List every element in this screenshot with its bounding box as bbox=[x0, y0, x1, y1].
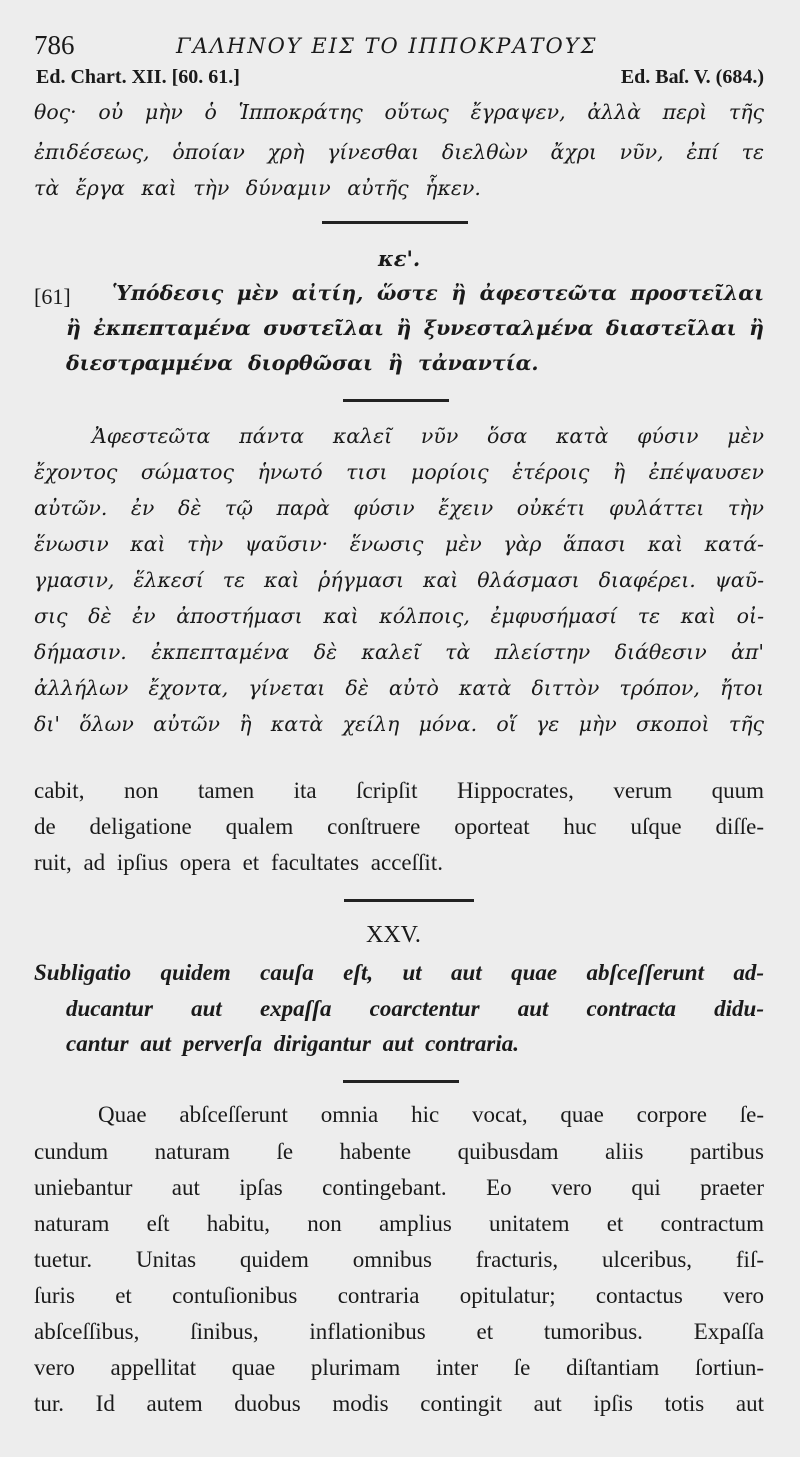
edition-reference-left: Ed. Chart. XII. [60. 61.] bbox=[36, 66, 240, 88]
latin-commentary-line: abſceſſibus, ſinibus, inflationibus et tumoribus. Expaſſa bbox=[34, 1319, 764, 1344]
latin-commentary-line: naturam eſt habitu, non amplius unitatem et contractum bbox=[34, 1211, 764, 1236]
greek-lemma-line: ἢ ἐκπεπταμένα συστεῖλαι ἢ ξυνεσταλμένα διαστεῖλαι ἢ bbox=[66, 316, 764, 340]
greek-continuation-line: θος· οὐ μὴν ὁ Ἱπποκράτης οὕτως ἔγραψεν, ἀλλὰ περὶ τῆς bbox=[34, 100, 764, 124]
greek-continuation-line: τὰ ἔργα καὶ τὴν δύναμιν αὐτῆς ἧκεν. bbox=[34, 176, 481, 200]
greek-commentary-line: ἔχοντος σώματος ἡνωτό τισι μορίοις ἑτέροις ἢ ἐπέψαυσεν bbox=[34, 460, 764, 484]
latin-continuation-line: ruit, ad ipſius opera et facultates acceſſit. bbox=[34, 850, 443, 875]
latin-continuation-line: de deligatione qualem conſtruere oporteat huc uſque diſſe- bbox=[34, 814, 764, 839]
divider-rule bbox=[343, 1080, 459, 1083]
page-number: 786 bbox=[34, 30, 75, 60]
greek-commentary-line: ἕνωσιν καὶ τὴν ψαῦσιν· ἕνωσις μὲν γὰρ ἅπασι καὶ κατά- bbox=[34, 532, 764, 556]
latin-commentary-line: tuetur. Unitas quidem omnibus fracturis, ulceribus, fiſ- bbox=[34, 1247, 764, 1272]
greek-lemma-line: διεστραμμένα διορθῶσαι ἢ τἀναντία. bbox=[66, 351, 539, 375]
latin-section-number: XXV. bbox=[366, 922, 421, 948]
latin-commentary-line: vero appellitat quae plurimam inter ſe diſtantiam ſortiun- bbox=[34, 1355, 764, 1380]
latin-lemma-line: ducantur aut expaſſa coarctentur aut contracta didu- bbox=[66, 996, 764, 1021]
greek-section-marker: [61] bbox=[34, 284, 71, 309]
greek-commentary-line: ἀλλήλων ἔχοντα, γίνεται δὲ αὐτὸ κατὰ διττὸν τρόπον, ἤτοι bbox=[34, 676, 764, 700]
divider-rule bbox=[344, 899, 474, 902]
greek-commentary-line: δι' ὅλων αὐτῶν ἢ κατὰ χείλη μόνα. οἵ γε μὴν σκοποὶ τῆς bbox=[34, 712, 764, 736]
greek-section-number: κε'. bbox=[378, 246, 421, 271]
greek-lemma-line: Ὑπόδεσις μὲν αἰτίη, ὥστε ἢ ἀφεστεῶτα προστεῖλαι bbox=[112, 281, 764, 305]
greek-commentary-line: δήμασιν. ἐκπεπταμένα δὲ καλεῖ τὰ πλείστην διάθεσιν ἀπ' bbox=[34, 640, 764, 664]
edition-reference-right: Ed. Baſ. V. (684.) bbox=[620, 66, 764, 88]
greek-commentary-line: Ἀφεστεῶτα πάντα καλεῖ νῦν ὅσα κατὰ φύσιν μὲν bbox=[92, 424, 764, 448]
greek-commentary-line: γμασιν, ἕλκεσί τε καὶ ῥήγμασι καὶ θλάσμασι διαφέρει. ψαῦ- bbox=[34, 568, 764, 592]
latin-commentary-line: uniebantur aut ipſas contingebant. Eo vero qui praeter bbox=[34, 1175, 764, 1200]
greek-continuation-line: ἐπιδέσεως, ὁποίαν χρὴ γίνεσθαι διελθὼν ἄχρι νῦν, ἐπί τε bbox=[34, 140, 764, 164]
latin-lemma-line: cantur aut perverſa dirigantur aut contraria. bbox=[66, 1031, 520, 1056]
greek-commentary-line: σις δὲ ἐν ἀποστήμασι καὶ κόλποις, ἐμφυσήμασί τε καὶ οἰ- bbox=[34, 604, 764, 628]
divider-rule bbox=[343, 399, 449, 402]
greek-commentary-line: αὐτῶν. ἐν δὲ τῷ παρὰ φύσιν ἔχειν οὐκέτι φυλάττει τὴν bbox=[34, 496, 764, 520]
running-head: ΓΑΛΗΝΟΥ ΕΙΣ ΤΟ ΙΠΠΟΚΡΑΤΟΥΣ bbox=[176, 34, 598, 58]
latin-lemma-line: Subligatio quidem cauſa eſt, ut aut quae abſceſſerunt ad- bbox=[34, 960, 764, 985]
latin-continuation-line: cabit, non tamen ita ſcripſit Hippocrates, verum quum bbox=[34, 778, 764, 803]
divider-rule bbox=[322, 221, 468, 224]
latin-commentary-line: Quae abſceſſerunt omnia hic vocat, quae corpore ſe- bbox=[98, 1102, 764, 1127]
latin-commentary-line: ſuris et contuſionibus contraria opitulatur; contactus vero bbox=[34, 1283, 764, 1308]
latin-commentary-line: cundum naturam ſe habente quibusdam aliis partibus bbox=[34, 1139, 764, 1164]
latin-commentary-line: tur. Id autem duobus modis contingit aut ipſis totis aut bbox=[34, 1391, 764, 1416]
